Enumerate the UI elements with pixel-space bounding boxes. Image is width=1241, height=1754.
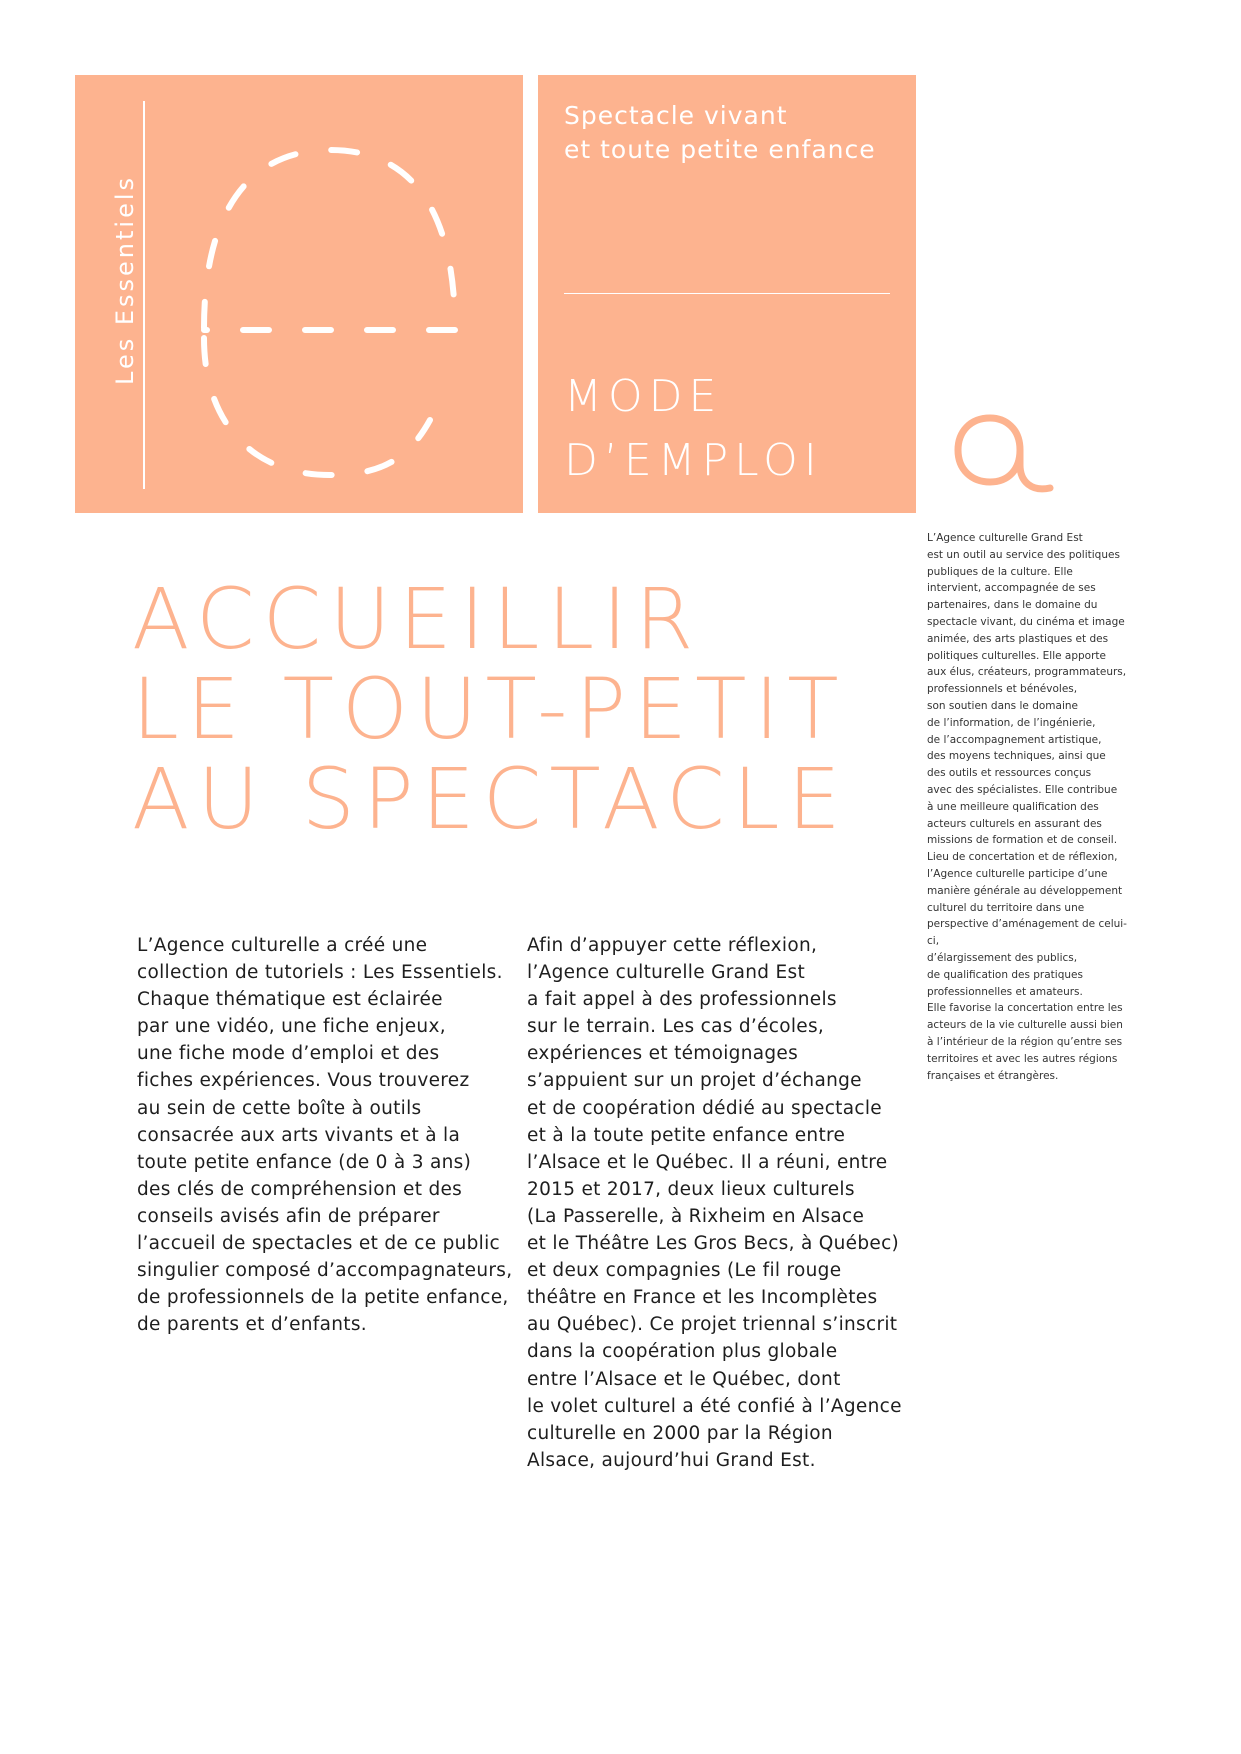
agence-a-logo-icon [950, 410, 1060, 510]
horizontal-divider [564, 293, 890, 294]
vertical-divider [143, 101, 145, 489]
body-column-2: Afin d’appuyer cette réflexion, l’Agence culturelle Grand Est a fait appel à des professionnels sur le terrain. Les cas d’écoles, expériences et témoignages s’appuient sur un projet d’échange et de coopération dédié au spectacle et à la toute petite enfance entre l’Alsace et le Québec. Il a réuni, entre 2015 et 2017, deux lieux culturels (La Passerelle, à Rixheim en Alsace et le Théâtre Les Gros Becs, à Québec) et deux compagnies (Le fil rouge théâtre en France et les Incomplètes au Québec). Ce projet triennal s’inscrit dans la coopération plus globale entre l’Alsace et le Québec, dont le volet culturel a été confié à l’Agence culturelle en 2000 par la Région Alsace, aujourd’hui Grand Est. [527, 935, 902, 1471]
page-title: ACCUEILLIR LE TOUT-PETIT AU SPECTACLE [132, 570, 849, 848]
section-title: MODE D’EMPLOI [564, 371, 823, 486]
header-right-panel [538, 75, 916, 513]
agency-description: L’Agence culturelle Grand Est est un outil au service des politiques publiques de la culture. Elle intervient, accompagnée de ses partenaires, dans le domaine du spectacle vivant, du cinéma et image animée, des arts plastiques et des politiques culturelles. Elle apporte aux élus, créateurs, programmateurs, professionnels et bénévoles, son soutien dans le domaine de l’information, de l’ingénierie, de l’accompagnement artistique, des moyens techniques, ainsi que des outils et ressources conçus avec des spécialistes. Elle contribue à une meilleure qualification des acteurs culturels en assurant des missions de formation et de conseil. Lieu de concertation et de réflexion, l’Agence culturelle participe d’une manière générale au développement culturel du territoire dans une perspective d’aménagement de celui-ci, d’élargissement des publics, de qualification des pratiques professionnelles et amateurs. Elle favorise la concertation entre les acteurs de la vie culturelle aussi bien à l’intérieur de la région qu’entre ses territoires et avec les autres régions françaises et étrangères. [927, 532, 1127, 1082]
header-left-panel [75, 75, 523, 513]
dashed-e-icon [190, 120, 490, 490]
body-column-1: L’Agence culturelle a créé une collection de tutoriels : Les Essentiels. Chaque thématique est éclairée par une vidéo, une fiche enjeux, une fiche mode d’emploi et des fiches expériences. Vous trouverez au sein de cette boîte à outils consacrée aux arts vivants et à la toute petite enfance (de 0 à 3 ans) des clés de compréhension et des conseils avisés afin de préparer l’accueil de spectacles et de ce public singulier composé d’accompagnateurs, de professionnels de la petite enfance, de parents et d’enfants. [137, 935, 513, 1336]
series-label: Les Essentiels [111, 174, 139, 385]
subtitle: Spectacle vivant et toute petite enfance [564, 101, 876, 164]
